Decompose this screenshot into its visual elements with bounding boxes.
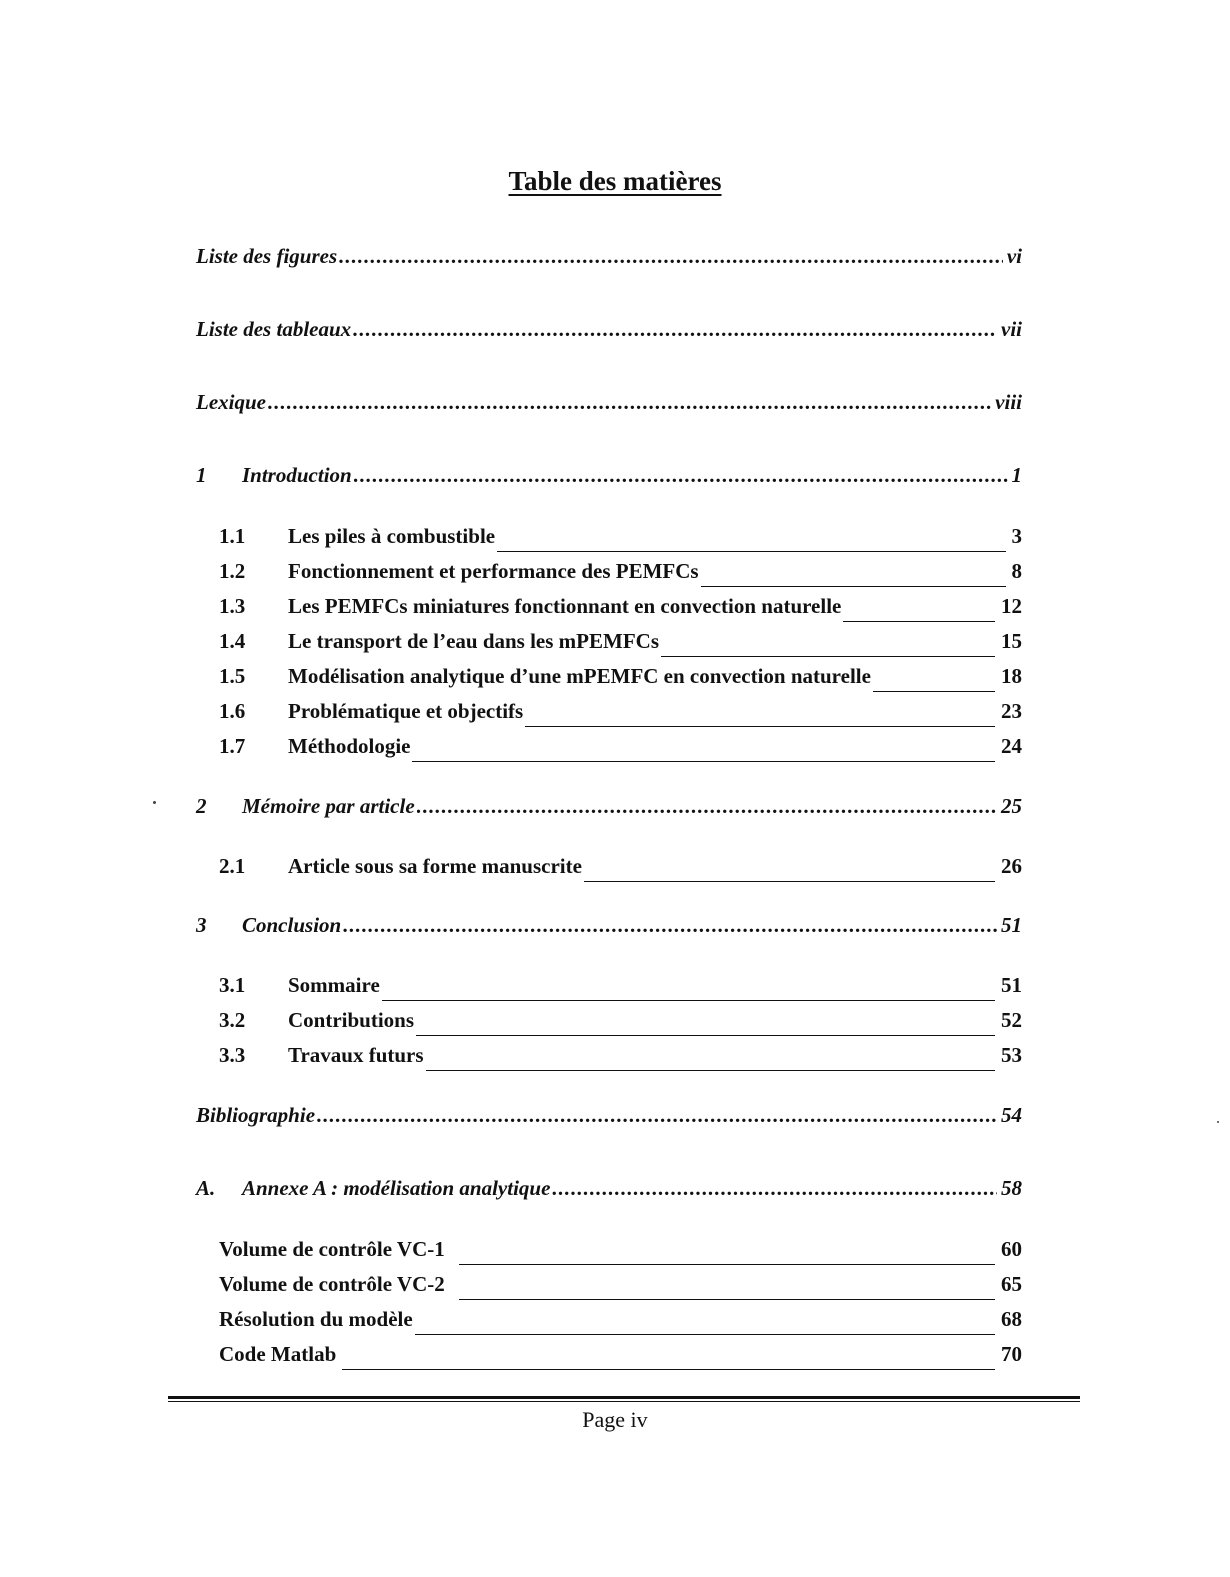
toc-entry-page: 70 bbox=[1001, 1342, 1022, 1366]
toc-leader-line bbox=[342, 1351, 995, 1370]
toc-leader-line bbox=[701, 568, 1006, 587]
toc-entry-number: 3.2 bbox=[219, 1008, 246, 1032]
toc-entry-label: Résolution du modèle bbox=[219, 1307, 413, 1331]
toc-leader-line bbox=[459, 1246, 995, 1265]
toc-leader bbox=[354, 463, 1008, 488]
toc-leader-line bbox=[497, 533, 1005, 552]
toc-entry-label: Problématique et objectifs bbox=[288, 699, 524, 723]
toc-entry-annexe-vc1[interactable] bbox=[219, 1237, 1022, 1269]
scan-speck bbox=[153, 801, 156, 804]
toc-entry-label: Introduction bbox=[242, 463, 352, 487]
toc-entry-label: Liste des figures bbox=[196, 244, 338, 268]
toc-entry-page: 25 bbox=[1001, 794, 1022, 818]
footer-divider bbox=[168, 1396, 1080, 1399]
toc-leader bbox=[353, 317, 997, 342]
toc-entry-label: Contributions bbox=[288, 1008, 415, 1032]
toc-entry-page: 23 bbox=[1001, 699, 1022, 723]
toc-entry-page: 12 bbox=[1001, 594, 1022, 618]
page-number: Page iv bbox=[582, 1407, 648, 1432]
toc-entry-liste-des-figures[interactable] bbox=[196, 244, 1022, 276]
footer-divider-thin bbox=[168, 1401, 1080, 1402]
page-title: Table des matières bbox=[508, 166, 722, 196]
toc-entry-number: 1.6 bbox=[219, 699, 246, 723]
toc-entry-page: 60 bbox=[1001, 1237, 1022, 1261]
toc-entry-annexe-a[interactable] bbox=[196, 1176, 1022, 1208]
toc-entry-page: 58 bbox=[1001, 1176, 1022, 1200]
toc-leader-line bbox=[412, 743, 995, 762]
toc-entry-number: 1.5 bbox=[219, 664, 246, 688]
toc-entry-page: vii bbox=[1001, 317, 1022, 341]
toc-entry-label: Travaux futurs bbox=[288, 1043, 424, 1067]
toc-entry-label: Code Matlab bbox=[219, 1342, 337, 1366]
toc-entry-section-3-1[interactable] bbox=[219, 973, 1022, 1005]
toc-entry-label: Modélisation analytique d’une mPEMFC en convection naturelle bbox=[288, 664, 871, 688]
toc-entry-page: 18 bbox=[1001, 664, 1022, 688]
toc-entry-section-3-2[interactable] bbox=[219, 1008, 1022, 1040]
toc-entry-page: 1 bbox=[1011, 463, 1022, 487]
toc-leader-line bbox=[661, 638, 995, 657]
toc-leader bbox=[268, 390, 991, 415]
toc-entry-lexique[interactable] bbox=[196, 390, 1022, 422]
toc-entry-number: 1 bbox=[196, 463, 207, 487]
toc-leader-line bbox=[416, 1017, 995, 1036]
toc-entry-chapter-3[interactable] bbox=[196, 913, 1022, 945]
toc-entry-label: Lexique bbox=[196, 390, 266, 414]
toc-entry-number: 2.1 bbox=[219, 854, 246, 878]
toc-entry-label: Liste des tableaux bbox=[196, 317, 352, 341]
toc-leader-line bbox=[426, 1052, 995, 1071]
toc-entry-label: Conclusion bbox=[242, 913, 342, 937]
toc-entry-annexe-vc2[interactable] bbox=[219, 1272, 1022, 1304]
toc-leader bbox=[317, 1103, 997, 1128]
toc-entry-chapter-2[interactable] bbox=[196, 794, 1022, 826]
toc-entry-section-1-5[interactable] bbox=[219, 664, 1022, 696]
toc-entry-page: 52 bbox=[1001, 1008, 1022, 1032]
toc-entry-number: 1.4 bbox=[219, 629, 246, 653]
toc-entry-page: 3 bbox=[1011, 524, 1022, 548]
toc-entry-label: Méthodologie bbox=[288, 734, 411, 758]
toc-entry-number: 1.3 bbox=[219, 594, 246, 618]
scan-speck bbox=[1217, 1121, 1219, 1123]
toc-entry-label: Sommaire bbox=[288, 973, 380, 997]
toc-entry-label: Fonctionnement et performance des PEMFCs bbox=[288, 559, 699, 583]
toc-leader-line bbox=[873, 673, 995, 692]
toc-entry-label: Les PEMFCs miniatures fonctionnant en convection naturelle bbox=[288, 594, 842, 618]
toc-leader-line bbox=[525, 708, 995, 727]
toc-leader bbox=[417, 794, 997, 819]
toc-entry-section-1-7[interactable] bbox=[219, 734, 1022, 766]
toc-entry-page: 24 bbox=[1001, 734, 1022, 758]
toc-leader-line bbox=[584, 863, 995, 882]
toc-entry-label: Volume de contrôle VC-2 bbox=[219, 1272, 445, 1296]
toc-entry-page: 65 bbox=[1001, 1272, 1022, 1296]
toc-entry-page: 15 bbox=[1001, 629, 1022, 653]
toc-leader bbox=[339, 244, 1003, 269]
toc-entry-number: 1.7 bbox=[219, 734, 246, 758]
toc-entry-annexe-resolution[interactable] bbox=[219, 1307, 1022, 1339]
toc-entry-section-1-6[interactable] bbox=[219, 699, 1022, 731]
toc-leader-line bbox=[415, 1316, 995, 1335]
toc-entry-page: 68 bbox=[1001, 1307, 1022, 1331]
toc-leader bbox=[343, 913, 997, 938]
toc-entry-page: 51 bbox=[1001, 973, 1022, 997]
toc-entry-label: Bibliographie bbox=[196, 1103, 316, 1127]
toc-entry-page: vi bbox=[1006, 244, 1022, 268]
toc-entry-section-1-3[interactable] bbox=[219, 594, 1022, 626]
toc-entry-annexe-code-matlab[interactable] bbox=[219, 1342, 1022, 1374]
toc-entry-number: 3.1 bbox=[219, 973, 246, 997]
toc-entry-label: Mémoire par article bbox=[242, 794, 415, 818]
toc-entry-number: 1.1 bbox=[219, 524, 246, 548]
toc-entry-label: Le transport de l’eau dans les mPEMFCs bbox=[288, 629, 659, 653]
toc-entry-label: Annexe A : modélisation analytique bbox=[242, 1176, 551, 1200]
toc-entry-bibliographie[interactable] bbox=[196, 1103, 1022, 1135]
toc-entry-number: 2 bbox=[196, 794, 207, 818]
toc-leader-line bbox=[459, 1281, 995, 1300]
toc-entry-number: 3.3 bbox=[219, 1043, 246, 1067]
toc-entry-page: 54 bbox=[1001, 1103, 1022, 1127]
toc-entry-page: 26 bbox=[1001, 854, 1022, 878]
toc-leader-line bbox=[382, 982, 995, 1001]
toc-entry-number: A. bbox=[196, 1176, 216, 1200]
toc-entry-liste-des-tableaux[interactable] bbox=[196, 317, 1022, 349]
toc-entry-section-1-2[interactable] bbox=[219, 559, 1022, 591]
toc-entry-section-1-1[interactable] bbox=[219, 524, 1022, 556]
toc-entry-section-3-3[interactable] bbox=[219, 1043, 1022, 1075]
toc-entry-chapter-1[interactable] bbox=[196, 463, 1022, 495]
toc-entry-page: 53 bbox=[1001, 1043, 1022, 1067]
toc-entry-section-1-4[interactable] bbox=[219, 629, 1022, 661]
toc-entry-number: 3 bbox=[196, 913, 207, 937]
toc-entry-section-2-1[interactable] bbox=[219, 854, 1022, 886]
toc-entry-page: 51 bbox=[1001, 913, 1022, 937]
toc-leader bbox=[552, 1176, 997, 1201]
toc-entry-label: Les piles à combustible bbox=[288, 524, 496, 548]
toc-entry-label: Article sous sa forme manuscrite bbox=[288, 854, 582, 878]
toc-entry-page: viii bbox=[995, 390, 1022, 414]
toc-entry-number: 1.2 bbox=[219, 559, 246, 583]
toc-entry-label: Volume de contrôle VC-1 bbox=[219, 1237, 445, 1261]
toc-entry-page: 8 bbox=[1011, 559, 1022, 583]
toc-leader-line bbox=[843, 603, 995, 622]
